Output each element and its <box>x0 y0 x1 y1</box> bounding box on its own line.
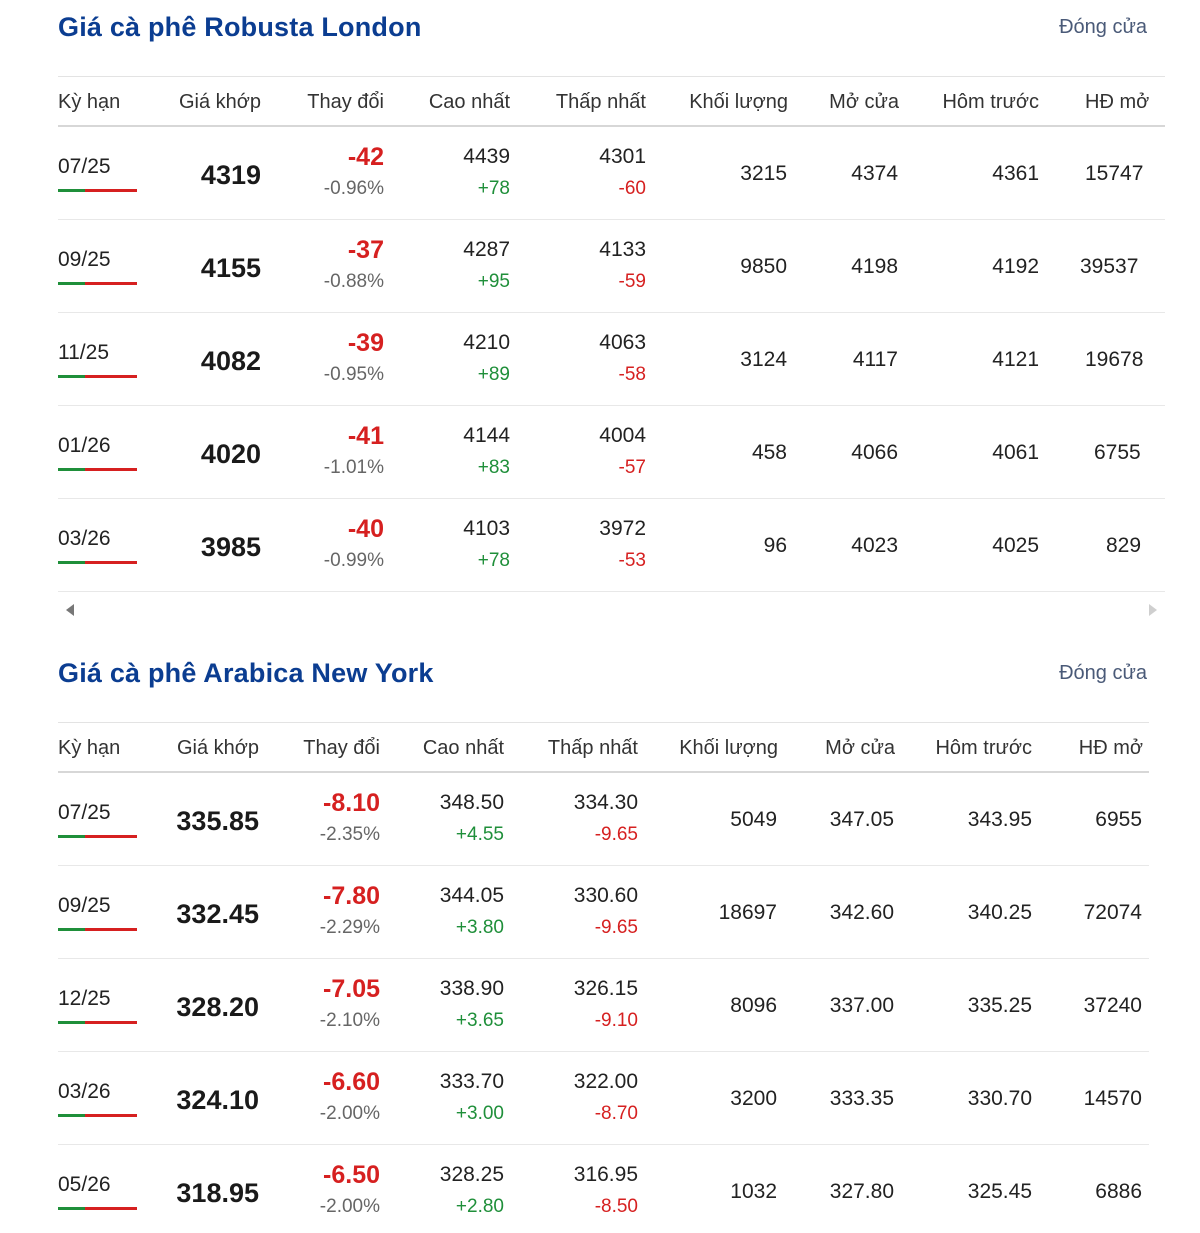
col-open: Mở cửa <box>829 91 899 113</box>
robusta-section <box>58 0 1165 628</box>
volume-value: 9850 <box>740 255 787 278</box>
price-value: 332.45 <box>176 899 259 929</box>
volume-value: 96 <box>763 534 787 557</box>
arabica-table <box>58 722 1149 1233</box>
high-value: 328.25 <box>439 1163 504 1186</box>
volume-value: 458 <box>751 441 787 464</box>
low-value: 4063 <box>599 331 646 354</box>
change-value: -41 <box>347 422 384 450</box>
arabica-rows <box>58 773 1149 1233</box>
col-high: Cao nhất <box>422 737 504 759</box>
prev-value: 340.25 <box>967 901 1032 924</box>
low-diff: -9.10 <box>594 1010 638 1031</box>
high-value: 333.70 <box>439 1070 504 1093</box>
change-percent: -2.00% <box>319 1196 380 1217</box>
low-value: 326.15 <box>573 977 638 1000</box>
table-row[interactable] <box>58 959 1149 1052</box>
low-value: 322.00 <box>573 1070 638 1093</box>
term-range-bar <box>58 189 137 192</box>
term-label[interactable]: 07/25 <box>58 155 111 178</box>
open-value: 4374 <box>851 162 898 185</box>
change-value: -39 <box>347 329 384 357</box>
low-diff: -9.65 <box>594 917 638 938</box>
table-row[interactable] <box>58 406 1165 499</box>
table-row[interactable] <box>58 1052 1149 1145</box>
col-change: Thay đổi <box>303 737 380 759</box>
low-diff: -8.50 <box>594 1196 638 1217</box>
term-range-bar <box>58 561 137 564</box>
change-percent: -2.00% <box>319 1103 380 1124</box>
oi-value: 6955 <box>1095 808 1142 831</box>
col-oi: HĐ mở <box>1085 91 1150 113</box>
term-range-bar <box>58 835 137 838</box>
col-price: Giá khớp <box>178 91 261 113</box>
high-diff: +95 <box>477 271 510 292</box>
high-diff: +89 <box>477 364 510 385</box>
arabica-status: Đóng cửa <box>1059 662 1147 684</box>
change-percent: -0.95% <box>323 364 384 385</box>
term-label[interactable]: 12/25 <box>58 987 111 1010</box>
col-term: Kỳ hạn <box>58 91 121 113</box>
volume-value: 1032 <box>730 1180 777 1203</box>
open-value: 4023 <box>851 534 898 557</box>
table-row[interactable] <box>58 313 1165 406</box>
low-value: 4004 <box>599 424 646 447</box>
low-value: 3972 <box>599 517 646 540</box>
open-value: 347.05 <box>829 808 894 831</box>
col-volume: Khối lượng <box>679 737 778 759</box>
oi-value: 829 <box>1106 534 1142 557</box>
term-range-bar <box>58 1021 137 1024</box>
table-row[interactable] <box>58 773 1149 866</box>
open-value: 342.60 <box>829 901 894 924</box>
col-low: Thấp nhất <box>547 737 638 759</box>
change-percent: -2.35% <box>319 824 380 845</box>
term-label[interactable]: 03/26 <box>58 527 111 550</box>
high-value: 4210 <box>463 331 510 354</box>
volume-value: 18697 <box>718 901 777 924</box>
col-low: Thấp nhất <box>555 91 646 113</box>
change-percent: -1.01% <box>323 457 384 478</box>
change-value: -42 <box>347 143 384 171</box>
change-value: -6.60 <box>323 1068 380 1096</box>
term-label[interactable]: 01/26 <box>58 434 111 457</box>
price-value: 4020 <box>200 439 261 469</box>
col-volume: Khối lượng <box>689 91 788 113</box>
col-term: Kỳ hạn <box>58 737 121 759</box>
oi-value: 6755 <box>1094 441 1141 464</box>
change-percent: -0.99% <box>323 550 384 571</box>
prev-value: 4361 <box>992 162 1039 185</box>
term-range-bar <box>58 928 137 931</box>
col-oi: HĐ mở <box>1078 737 1143 759</box>
prev-value: 343.95 <box>967 808 1032 831</box>
oi-value: 15747 <box>1085 162 1144 185</box>
term-label[interactable]: 07/25 <box>58 801 111 824</box>
term-label[interactable]: 09/25 <box>58 894 111 917</box>
triangle-left-icon[interactable] <box>66 604 74 616</box>
change-value: -40 <box>347 515 384 543</box>
change-percent: -2.10% <box>319 1010 380 1031</box>
robusta-table <box>58 76 1165 592</box>
robusta-table-header <box>58 76 1165 127</box>
price-value: 4155 <box>200 253 261 283</box>
low-value: 316.95 <box>573 1163 638 1186</box>
oi-value: 6886 <box>1095 1180 1142 1203</box>
term-range-bar <box>58 375 137 378</box>
change-value: -8.10 <box>323 789 380 817</box>
volume-value: 8096 <box>730 994 777 1017</box>
low-diff: -58 <box>618 364 646 385</box>
col-price: Giá khớp <box>176 737 259 759</box>
term-range-bar <box>58 1207 137 1210</box>
high-diff: +78 <box>477 178 510 199</box>
change-percent: -0.88% <box>323 271 384 292</box>
prev-value: 4061 <box>992 441 1039 464</box>
price-value: 335.85 <box>176 806 259 836</box>
low-value: 334.30 <box>573 791 638 814</box>
volume-value: 3124 <box>740 348 787 371</box>
oi-value: 19678 <box>1085 348 1144 371</box>
high-value: 344.05 <box>439 884 504 907</box>
oi-value: 14570 <box>1083 1087 1142 1110</box>
triangle-right-icon[interactable] <box>1149 604 1157 616</box>
high-diff: +4.55 <box>455 824 504 845</box>
low-value: 330.60 <box>573 884 638 907</box>
low-value: 4133 <box>599 238 646 261</box>
high-value: 4103 <box>463 517 510 540</box>
term-label[interactable]: 11/25 <box>58 341 109 364</box>
price-value: 4082 <box>200 346 261 376</box>
high-value: 348.50 <box>439 791 504 814</box>
arabica-section <box>58 646 1149 1233</box>
high-diff: +83 <box>477 457 510 478</box>
low-diff: -60 <box>618 178 646 199</box>
volume-value: 3200 <box>730 1087 777 1110</box>
high-diff: +2.80 <box>455 1196 504 1217</box>
high-diff: +3.65 <box>455 1010 504 1031</box>
oi-value: 37240 <box>1083 994 1142 1017</box>
robusta-status: Đóng cửa <box>1059 16 1147 38</box>
term-range-bar <box>58 282 137 285</box>
table-row[interactable] <box>58 499 1165 592</box>
high-value: 4144 <box>463 424 510 447</box>
term-range-bar <box>58 1114 137 1117</box>
robusta-header <box>58 0 1165 76</box>
col-open: Mở cửa <box>825 737 895 759</box>
price-value: 328.20 <box>176 992 259 1022</box>
change-percent: -2.29% <box>319 917 380 938</box>
low-diff: -59 <box>618 271 646 292</box>
change-value: -6.50 <box>323 1161 380 1189</box>
high-diff: +3.00 <box>455 1103 504 1124</box>
term-label[interactable]: 05/26 <box>58 1173 111 1196</box>
prev-value: 4025 <box>992 534 1039 557</box>
prev-value: 4192 <box>992 255 1039 278</box>
high-value: 4439 <box>463 145 510 168</box>
open-value: 333.35 <box>829 1087 894 1110</box>
high-value: 4287 <box>463 238 510 261</box>
robusta-rows <box>58 127 1165 592</box>
change-value: -7.05 <box>323 975 380 1003</box>
low-diff: -8.70 <box>594 1103 638 1124</box>
open-value: 4066 <box>851 441 898 464</box>
price-value: 318.95 <box>176 1178 259 1208</box>
volume-value: 3215 <box>740 162 787 185</box>
change-percent: -0.96% <box>323 178 384 199</box>
prev-value: 325.45 <box>967 1180 1032 1203</box>
col-prev: Hôm trước <box>935 737 1032 759</box>
table-row[interactable] <box>58 220 1165 313</box>
term-label[interactable]: 03/26 <box>58 1080 111 1103</box>
price-value: 324.10 <box>176 1085 259 1115</box>
oi-value: 39537 <box>1080 255 1139 278</box>
prev-value: 4121 <box>992 348 1039 371</box>
term-label[interactable]: 09/25 <box>58 248 111 271</box>
volume-value: 5049 <box>730 808 777 831</box>
change-value: -37 <box>347 236 384 264</box>
robusta-horizontal-scrollbar[interactable] <box>58 592 1165 628</box>
prev-value: 335.25 <box>967 994 1032 1017</box>
high-diff: +78 <box>477 550 510 571</box>
price-value: 4319 <box>200 160 261 190</box>
table-row[interactable] <box>58 866 1149 959</box>
oi-value: 72074 <box>1083 901 1142 924</box>
price-value: 3985 <box>200 532 261 562</box>
open-value: 337.00 <box>829 994 894 1017</box>
high-value: 338.90 <box>439 977 504 1000</box>
arabica-title: Giá cà phê Arabica New York <box>58 658 434 688</box>
low-diff: -57 <box>618 457 646 478</box>
open-value: 327.80 <box>829 1180 894 1203</box>
robusta-title: Giá cà phê Robusta London <box>58 12 422 42</box>
col-prev: Hôm trước <box>942 91 1039 113</box>
open-value: 4198 <box>851 255 898 278</box>
change-value: -7.80 <box>323 882 380 910</box>
table-row[interactable] <box>58 1145 1149 1233</box>
table-row[interactable] <box>58 127 1165 220</box>
open-value: 4117 <box>852 348 898 371</box>
arabica-header <box>58 646 1149 722</box>
low-diff: -9.65 <box>594 824 638 845</box>
low-value: 4301 <box>599 145 646 168</box>
arabica-table-header <box>58 722 1149 773</box>
term-range-bar <box>58 468 137 471</box>
prev-value: 330.70 <box>967 1087 1032 1110</box>
col-change: Thay đổi <box>307 91 384 113</box>
col-high: Cao nhất <box>428 91 510 113</box>
low-diff: -53 <box>618 550 646 571</box>
high-diff: +3.80 <box>455 917 504 938</box>
